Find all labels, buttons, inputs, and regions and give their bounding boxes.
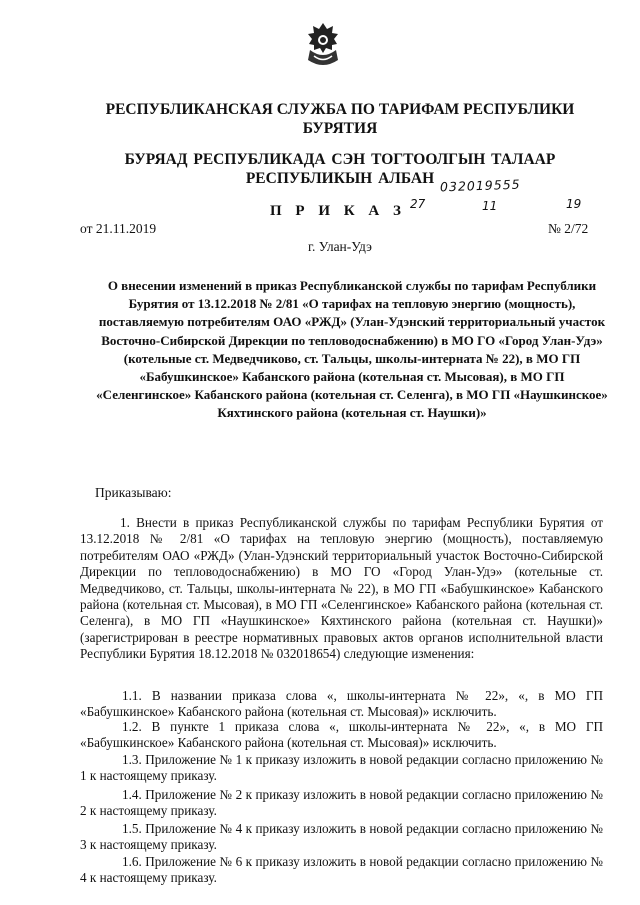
subitem-1-4: 1.4. Приложение № 2 к приказу изложить в новой редакции согласно приложению № 2 к настоящему приказу. <box>80 787 603 819</box>
organization-name-bur: БУРЯАД РЕСПУБЛИКАДА СЭН ТОГТООЛГЫН ТАЛААР РЕСПУБЛИКЫН АЛБАН <box>124 151 556 187</box>
subitem-1-3: 1.3. Приложение № 1 к приказу изложить в новой редакции согласно приложению № 1 к настоящему приказу. <box>80 752 603 784</box>
document-date: от 21.11.2019 <box>80 221 157 236</box>
coat-of-arms-icon <box>302 20 344 70</box>
handwritten-year: 19 <box>566 197 582 211</box>
organization-name-ru: РЕСПУБЛИКАНСКАЯ СЛУЖБА ПО ТАРИФАМ РЕСПУБЛИКИ БУРЯТИЯ <box>105 101 575 137</box>
document-type: П Р И К А З <box>270 203 406 219</box>
handwritten-month: 11 <box>482 199 498 213</box>
document-city: г. Улан-Удэ <box>308 239 372 254</box>
subitem-1-5: 1.5. Приложение № 4 к приказу изложить в новой редакции согласно приложению № 3 к настоящему приказу. <box>80 821 603 853</box>
subitem-1-6: 1.6. Приложение № 6 к приказу изложить в новой редакции согласно приложению № 4 к настоящему приказу. <box>80 854 603 886</box>
order-word: Приказываю: <box>95 485 172 500</box>
paragraph-1: 1. Внести в приказ Республиканской службы по тарифам Республики Бурятия от 13.12.2018 № 2/81 «О тарифах на тепловую энергию (мощность), поставляемую потребителям ОАО «РЖД» (Улан-Удэнский территориальный участок Восточно-Сибирской Дирекции по тепловодоснабжению) в МО ГО «Город Улан-Удэ» (котельные ст. Медведчиково, ст. Тальцы, школы-интерната № 22), в МО ГП «Бабушкинское» Кабанского района (котельная ст. Мысовая), в МО ГП «Селенгинское» Кабанского района (котельная ст. Селенга), в МО ГП «Наушкинское» Кяхтинского района (котельная ст. Наушки)» (зарегистрирован в реестре нормативных правовых актов органов исполнительной власти Республики Бурятия 18.12.2018 № 032018654) следующие изменения: <box>80 515 603 662</box>
registration-stamp: 032019555 <box>439 176 521 195</box>
handwritten-day: 27 <box>410 197 426 211</box>
subitem-1-1: 1.1. В названии приказа слова «, школы-интерната № 22», «, в МО ГП «Бабушкинское» Кабанского района (котельная ст. Мысовая)» исключить. <box>80 688 603 720</box>
document-number: № 2/72 <box>548 221 589 236</box>
subitem-1-2: 1.2. В пункте 1 приказа слова «, школы-интерната № 22», «, в МО ГП «Бабушкинское» Кабанского района (котельная ст. Мысовая)» исключить. <box>80 719 603 751</box>
document-title: О внесении изменений в приказ Республиканской службы по тарифам Республики Бурятия от 13.12.2018 № 2/81 «О тарифах на тепловую энергию (мощность), поставляемую потребителям ОАО «РЖД» (Улан-Удэнский территориальный участок Восточно-Сибирской Дирекции по тепловодоснабжению) в МО ГО «Город Улан-Удэ» (котельные ст. Медведчиково, ст. Тальцы, школы-интерната № 22), в МО ГП «Бабушкинское» Кабанского района (котельная ст. Мысовая), в МО ГП «Селенгинское» Кабанского района (котельная ст. Селенга), в МО ГП «Наушкинское» Кяхтинского района (котельная ст. Наушки)» <box>96 278 608 421</box>
